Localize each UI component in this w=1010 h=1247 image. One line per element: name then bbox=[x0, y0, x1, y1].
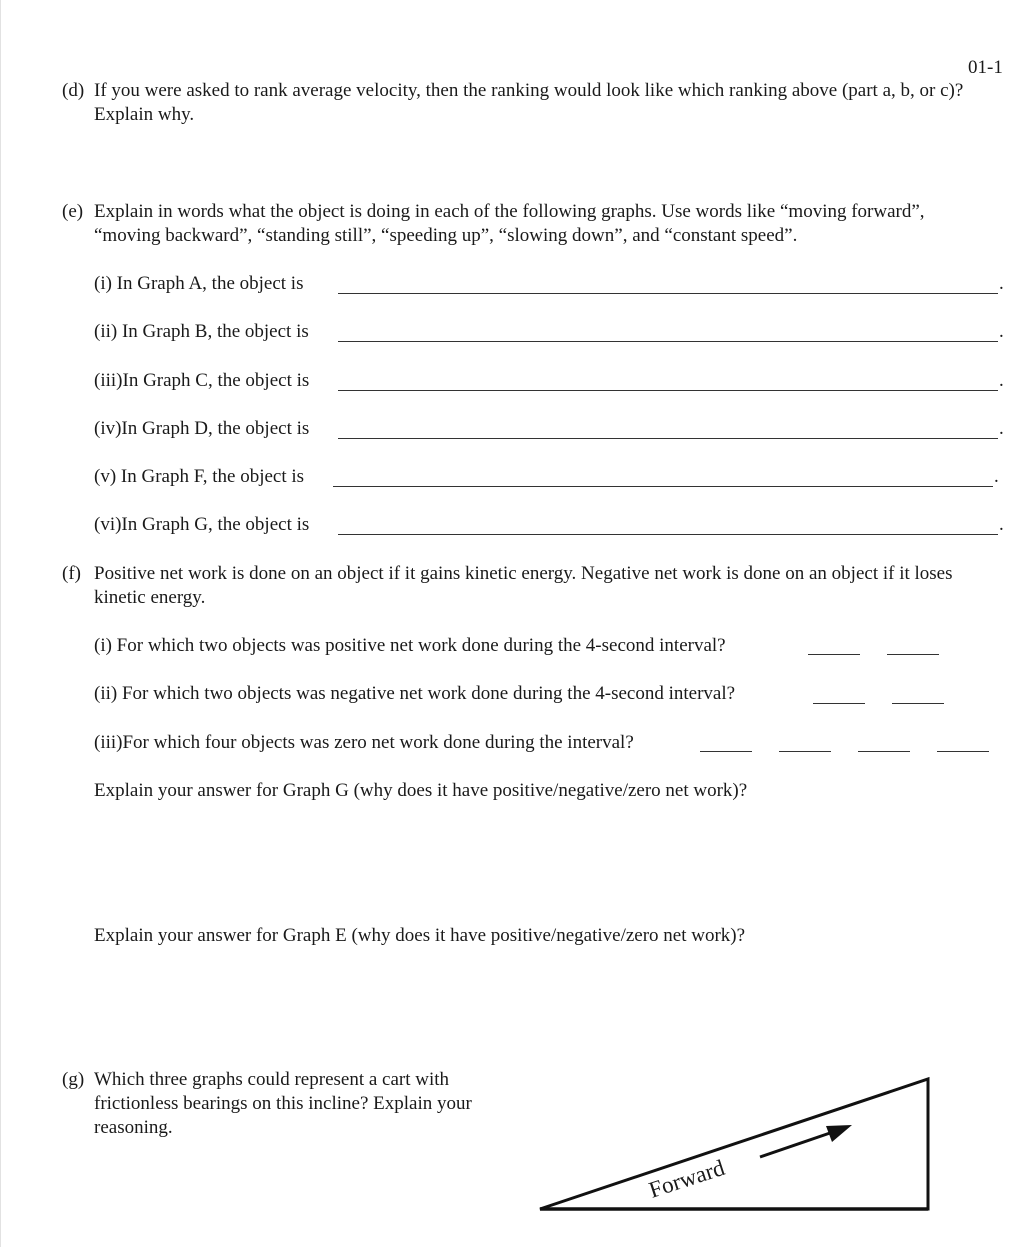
negative-work-blank-1[interactable] bbox=[813, 703, 865, 704]
graph-b-answer-line[interactable] bbox=[338, 341, 998, 342]
page-edge bbox=[0, 0, 1, 1247]
part-f-text: Positive net work is done on an object if it gains kinetic energy. Negative net work is done on an object if it loses kinetic energy. bbox=[94, 563, 953, 608]
line-end-dot: . bbox=[994, 466, 999, 487]
line-end-dot: . bbox=[999, 370, 1004, 391]
line-end-dot: . bbox=[999, 418, 1004, 439]
part-e-text: Explain in words what the object is doing in each of the following graphs. Use words like “moving forward”, “moving backward”, “standing still”, “speeding up”, “slowing down”, and “constant speed”. bbox=[94, 201, 925, 246]
line-end-dot: . bbox=[999, 273, 1004, 294]
incline-triangle bbox=[540, 1079, 928, 1209]
forward-arrow-icon bbox=[826, 1125, 852, 1142]
graph-f-answer-line[interactable] bbox=[333, 486, 993, 487]
positive-work-blank-2[interactable] bbox=[887, 654, 939, 655]
negative-work-question: (ii) For which two objects was negative net work done during the 4-second interval? bbox=[94, 683, 736, 704]
graph-a-answer-line[interactable] bbox=[338, 293, 998, 294]
negative-work-blank-2[interactable] bbox=[892, 703, 944, 704]
line-end-dot: . bbox=[999, 514, 1004, 535]
forward-arrow-shaft bbox=[760, 1133, 830, 1157]
graph-c-label: (iii)In Graph C, the object is bbox=[94, 370, 310, 391]
graph-d-label: (iv)In Graph D, the object is bbox=[94, 418, 310, 439]
part-g-text: Which three graphs could represent a cart with frictionless bearings on this incline? Explain your reasoning. bbox=[94, 1069, 472, 1138]
part-e-label: (e) bbox=[62, 201, 84, 222]
explain-graph-e: Explain your answer for Graph E (why does it have positive/negative/zero net work)? bbox=[94, 925, 746, 946]
graph-d-answer-line[interactable] bbox=[338, 438, 998, 439]
explain-graph-g: Explain your answer for Graph G (why does it have positive/negative/zero net work)? bbox=[94, 780, 748, 801]
positive-work-blank-1[interactable] bbox=[808, 654, 860, 655]
graph-b-label: (ii) In Graph B, the object is bbox=[94, 321, 309, 342]
zero-work-question: (iii)For which four objects was zero net work done during the interval? bbox=[94, 732, 634, 753]
graph-a-label: (i) In Graph A, the object is bbox=[94, 273, 304, 294]
forward-label: Forward bbox=[645, 1154, 728, 1203]
page-number: 01-1 bbox=[968, 57, 1003, 78]
part-d-label: (d) bbox=[62, 80, 85, 101]
part-g-label: (g) bbox=[62, 1069, 85, 1090]
graph-g-answer-line[interactable] bbox=[338, 534, 998, 535]
graph-f-label: (v) In Graph F, the object is bbox=[94, 466, 305, 487]
zero-work-blank-1[interactable] bbox=[700, 751, 752, 752]
part-f-label: (f) bbox=[62, 563, 81, 584]
graph-c-answer-line[interactable] bbox=[338, 390, 998, 391]
zero-work-blank-4[interactable] bbox=[937, 751, 989, 752]
incline-diagram bbox=[530, 1070, 940, 1220]
part-d-text: If you were asked to rank average velocity, then the ranking would look like which ranking above (part a, b, or c)? Explain why. bbox=[94, 80, 964, 125]
positive-work-question: (i) For which two objects was positive net work done during the 4-second interval? bbox=[94, 635, 726, 656]
zero-work-blank-2[interactable] bbox=[779, 751, 831, 752]
zero-work-blank-3[interactable] bbox=[858, 751, 910, 752]
line-end-dot: . bbox=[999, 321, 1004, 342]
graph-g-label: (vi)In Graph G, the object is bbox=[94, 514, 310, 535]
